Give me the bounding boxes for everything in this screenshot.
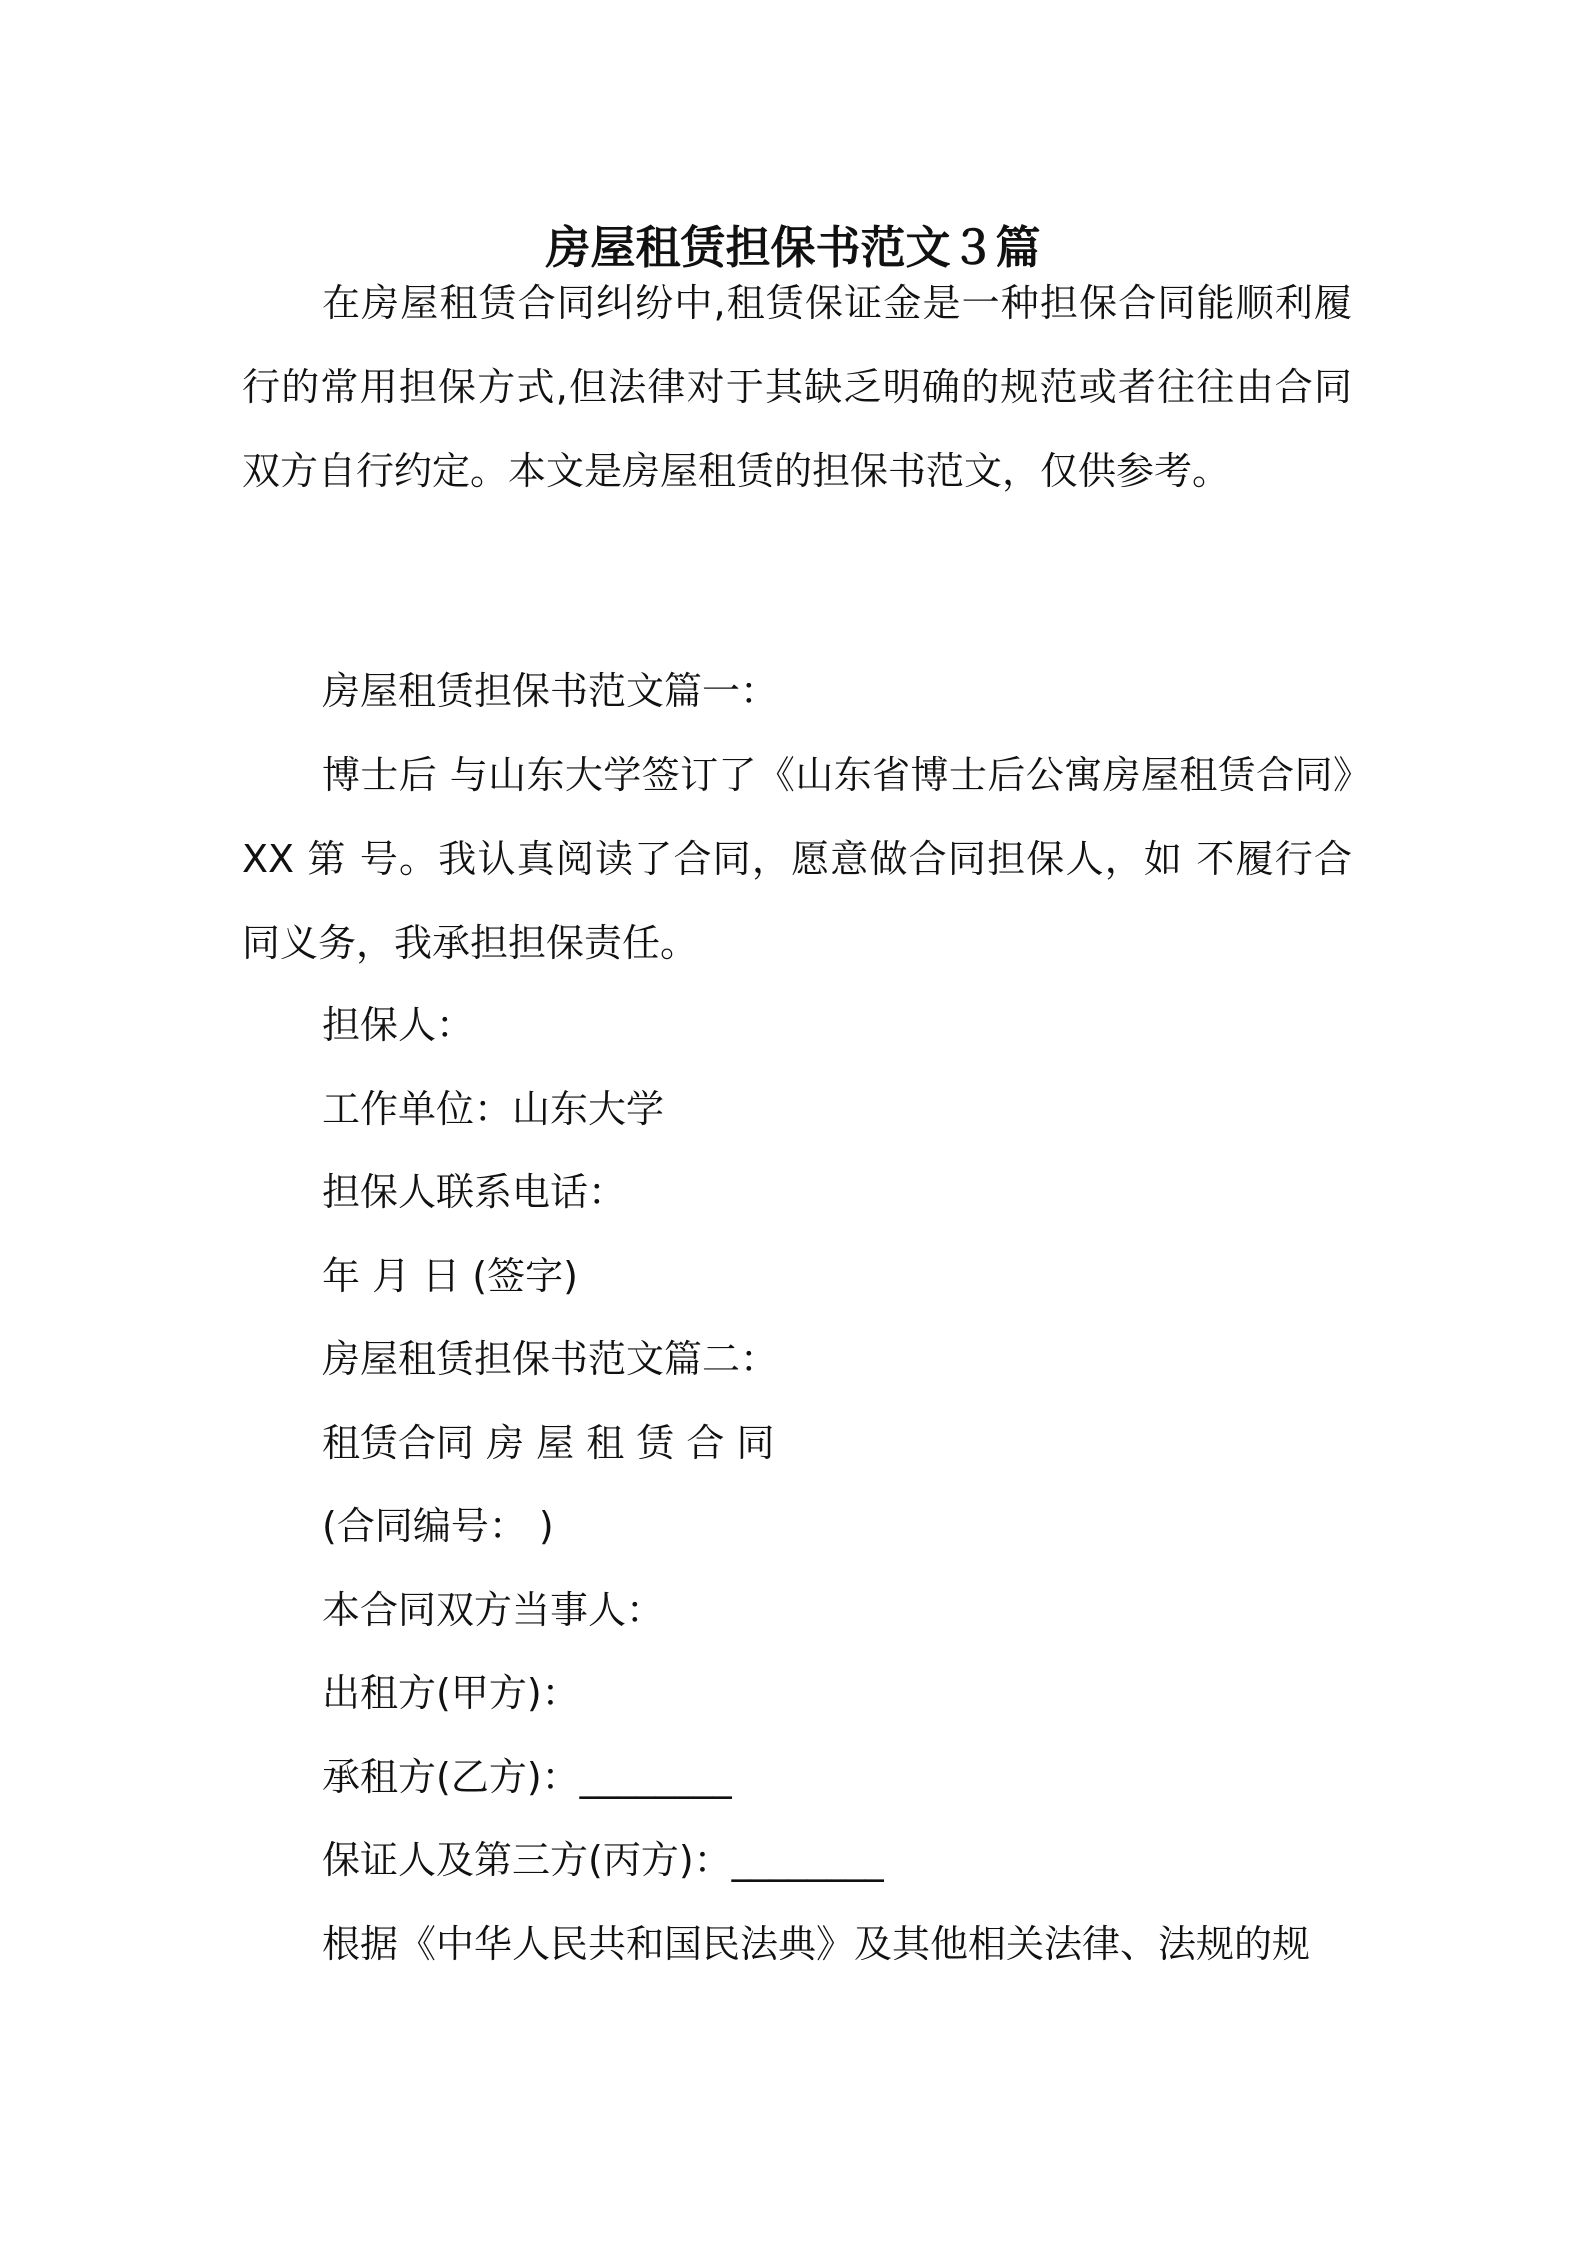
intro-paragraph: 在房屋租赁合同纠纷中,租赁保证金是一种担保合同能顺利履行的常用担保方式,但法律对于其缺乏明确的规范或者往往由合同双方自行约定。本文是房屋租赁的担保书范文，仅供参考。 [242, 281, 1352, 493]
closing-paragraph-fragment: 根据《中华人民共和国民法典》及其他相关法律、法规的规 [322, 1922, 1311, 1966]
guarantor-phone-line: 担保人联系电话： [322, 1170, 627, 1214]
section-one-heading: 房屋租赁担保书范文篇一： [322, 669, 779, 713]
guarantor-third-party-line: 保证人及第三方(丙方)：________ [322, 1838, 884, 1882]
document-title: 房屋租赁担保书范文３篇 [545, 221, 1041, 274]
contract-number-line: (合同编号： ) [322, 1504, 554, 1548]
parties-label: 本合同双方当事人： [322, 1588, 665, 1632]
section-two-heading: 房屋租赁担保书范文篇二： [322, 1337, 779, 1381]
lessee-line: 承租方(乙方)：________ [322, 1755, 732, 1799]
date-sign-line: 年 月 日 (签字) [322, 1254, 578, 1298]
lease-title-line: 租赁合同 房 屋 租 赁 合 同 [322, 1421, 775, 1465]
lessor-line: 出租方(甲方)： [322, 1671, 580, 1715]
guarantor-label: 担保人： [322, 1003, 475, 1047]
section-one-body: 博士后 与山东大学签订了《山东省博士后公寓房屋租赁合同》XX 第 号。我认真阅读了合同，愿意做合同担保人，如 不履行合同义务，我承担担保责任。 [242, 753, 1352, 965]
work-unit-line: 工作单位：山东大学 [322, 1087, 665, 1131]
